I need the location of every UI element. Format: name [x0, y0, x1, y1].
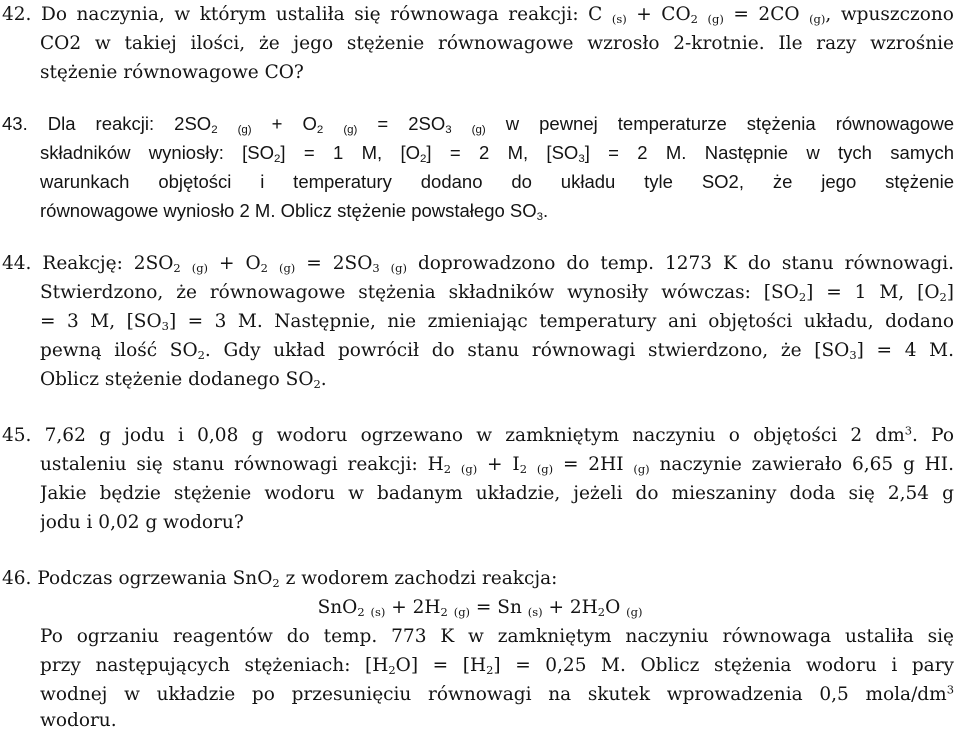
problem-43-line-3: warunkach objętości i temperatury dodano do układu tyle SO2, że jego stężenie	[40, 171, 954, 192]
problem-46-line-3: Po ogrzaniu reagentów do temp. 773 K w zamkniętym naczyniu równowaga ustaliła się	[40, 626, 954, 647]
problem-44-line-1	[2, 249, 954, 278]
problem-45-text-1: 7,62 g jodu i 0,08 g wodoru ogrzewano w zamkniętym naczyniu o objętości 2 $dm^3$. Po	[44, 423, 954, 446]
problem-42-text-1: Do naczynia, w którym ustaliła się równowaga reakcji: C $_{(s)} + CO_2$ $_{(g)}$ = 2CO $_{(g)}$, wpuszczono	[40, 4, 954, 27]
problem-46-line-6: wodoru.	[40, 710, 117, 731]
problem-43-number: 43.	[2, 113, 28, 134]
problem-46-text-1: Podczas ogrzewania SnO$_2$ z wodorem zachodzi reakcja:	[37, 568, 558, 591]
problem-43-line-2: składników wyniosły: $[SO_2] = 1$ M, $[O_2] = 2$ M, $[SO_3] = 2$ M. Następnie w tych samych	[40, 142, 954, 166]
problem-46-line-4: przy następujących stężeniach: $[H_2O] = [H_2] = 0,25$ M. Oblicz stężenia wodoru i pary	[40, 655, 954, 678]
problem-42-line-2: CO2 w takiej ilości, że jego stężenie równowagowe wzrosło 2-krotnie. Ile razy wzrośnie	[40, 33, 954, 54]
problem-45-line-1	[2, 421, 954, 450]
problem-44-number: 44.	[2, 253, 32, 274]
problem-43-line-4: równowagowe wyniosło 2 M. Oblicz stężenie powstałego $SO_3$.	[40, 200, 549, 224]
problem-46-line-1	[2, 564, 950, 593]
problem-45-number: 45.	[2, 425, 32, 446]
problem-42-number: 42.	[2, 4, 32, 25]
problem-46-equation: SnO$_2$ $_{(s)} + 2H_2$ $_{(g)}$ = Sn $_{(s)} + 2H_2O$ $_{(g)}$	[317, 597, 643, 620]
problem-45-line-3: Jakie będzie stężenie wodoru w badanym układzie, jeżeli do mieszaniny doda się 2,54 g	[40, 483, 954, 504]
problem-42-line-1	[2, 0, 954, 29]
problem-44-line-3: = 3 M, $[SO_3] = 3$ M. Następnie, nie zmieniając temperatury ani objętości układu, dodano	[40, 311, 954, 334]
problem-42-line-3: stężenie równowagowe CO?	[40, 62, 304, 83]
problem-45-line-4: jodu i 0,02 g wodoru?	[40, 512, 244, 533]
problem-46-number: 46.	[2, 568, 32, 589]
problem-46-line-5: wodnej w układzie po przesunięciu równowagi na skutek wprowadzenia 0,5 mola/$dm^3$	[40, 682, 954, 705]
problem-43-line-1	[2, 109, 954, 138]
problem-44-line-2: Stwierdzono, że równowagowe stężenia składników wynosiły wówczas: $[SO_2] = 1$ M, $[O_2]$	[40, 282, 954, 305]
problem-44-text-1: Reakcję: $2SO_2$ $_{(g)} + O_2$ $_{(g)} = 2SO_3$ $_{(g)}$ doprowadzono do temp. 1273 K do stanu równowagi.	[42, 253, 954, 276]
problem-45-line-2: ustaleniu się stanu równowagi reakcji: $H_2$ $_{(g)} + I_2$ $_{(g)}$ = 2HI $_{(g)}$ naczynie zawierało 6,65 g HI.	[40, 454, 954, 477]
problem-44-line-5: Oblicz stężenie dodanego $SO_2$.	[40, 369, 327, 392]
problem-43-text-1: Dla reakcji: $2SO_2$ $_{(g)} + O_2$ $_{(g)} = 2SO_3$ $_{(g)}$ w pewnej temperaturze stężenia równowagowe	[47, 113, 954, 137]
problem-44-line-4: pewną ilość $SO_2$. Gdy układ powrócił do stanu równowagi stwierdzono, że $[SO_3] = 4$ M.	[40, 340, 954, 363]
